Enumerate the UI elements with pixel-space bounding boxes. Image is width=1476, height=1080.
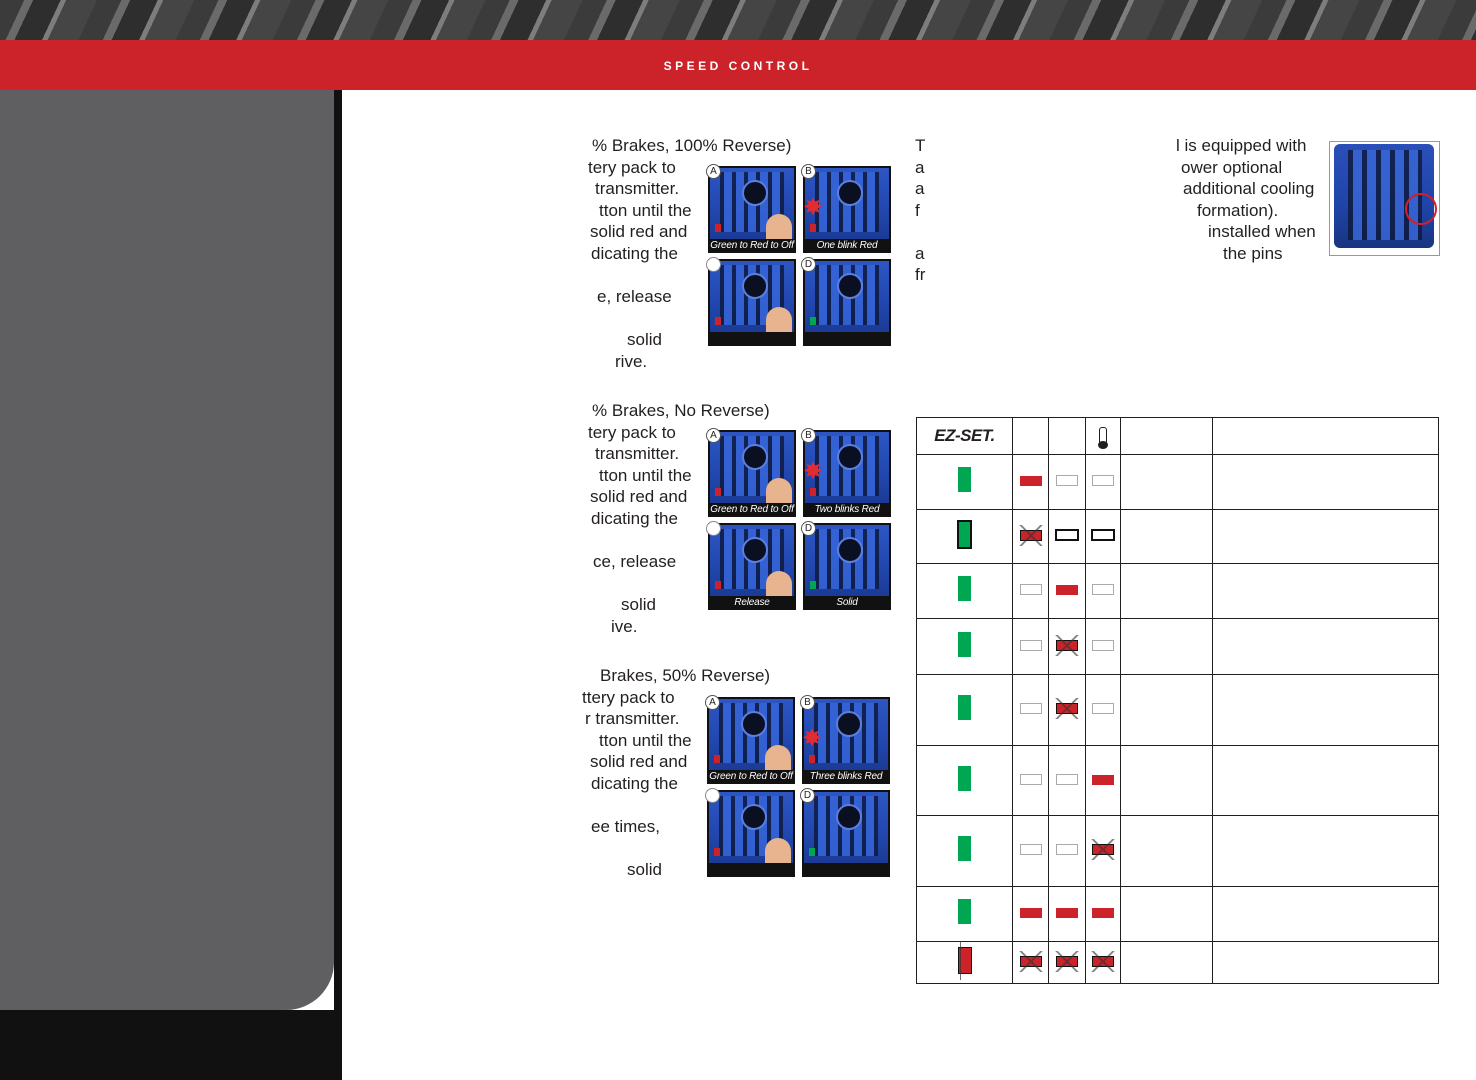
text-line: solid <box>621 595 656 614</box>
text-fragment: T <box>915 136 926 155</box>
green-led-icon <box>958 836 971 861</box>
text-line: formation). <box>1197 201 1279 220</box>
table-row <box>917 942 1439 984</box>
text-line: tton until the <box>599 466 692 485</box>
red-blink-led-icon <box>1056 640 1078 651</box>
ez-set-logo: EZ-SET. <box>917 418 1013 455</box>
text-fragment: a <box>915 179 925 198</box>
text-fragment: a <box>915 158 925 177</box>
off-blink-led-icon <box>1055 529 1079 541</box>
step-image-b <box>803 430 891 517</box>
text-line: ttery pack to <box>582 688 675 707</box>
text-line: solid red and <box>590 222 688 241</box>
step-image-c <box>708 523 796 610</box>
green-led-icon <box>958 632 971 657</box>
red-led-icon <box>1056 908 1078 918</box>
off-led-icon <box>1020 774 1042 785</box>
text-line: tton until the <box>599 731 692 750</box>
off-led-icon <box>1092 703 1114 714</box>
badge-d: D <box>801 257 816 272</box>
badge-b: B <box>801 428 816 443</box>
table-row <box>917 455 1439 510</box>
off-led-icon <box>1020 584 1042 595</box>
text-line: e, release <box>597 287 672 306</box>
ez-set-led-table <box>916 417 1439 984</box>
table-row <box>917 887 1439 942</box>
highlight-circle <box>1405 193 1437 225</box>
step-image-d <box>802 790 890 877</box>
table-row <box>917 816 1439 887</box>
off-blink-led-icon <box>1091 529 1115 541</box>
step-caption: Solid <box>803 596 891 610</box>
text-line: ower optional <box>1181 158 1283 177</box>
section2-heading: % Brakes, No Reverse) <box>592 401 770 420</box>
red-blink-led-icon <box>1056 703 1078 714</box>
off-led-icon <box>1092 475 1114 486</box>
red-led-icon <box>1092 908 1114 918</box>
off-led-icon <box>1092 584 1114 595</box>
step-image-c <box>708 259 796 346</box>
off-led-icon <box>1056 475 1078 486</box>
step-caption: Green to Red to Off <box>708 239 796 253</box>
step-image-a <box>708 430 796 517</box>
table-row <box>917 564 1439 619</box>
header-texture-band <box>0 0 1476 40</box>
step-caption <box>707 863 795 877</box>
badge-c <box>705 788 720 803</box>
green-led-icon <box>958 766 971 791</box>
text-line: rive. <box>615 352 648 371</box>
off-led-icon <box>1020 640 1042 651</box>
step-image-d <box>803 523 891 610</box>
table-row <box>917 746 1439 816</box>
red-blink-led-icon <box>958 947 972 974</box>
blink-star-icon: ✸ <box>803 458 824 485</box>
red-led-icon <box>1092 775 1114 785</box>
red-led-icon <box>1056 585 1078 595</box>
text-line: tery pack to <box>588 158 676 177</box>
badge-b: B <box>801 164 816 179</box>
text-line: transmitter. <box>595 179 680 198</box>
table-row <box>917 619 1439 675</box>
text-line: dicating the <box>591 244 678 263</box>
section1-heading: % Brakes, 100% Reverse) <box>592 136 792 155</box>
badge-d: D <box>801 521 816 536</box>
badge-a: A <box>706 164 721 179</box>
text-line: ee times, <box>591 817 660 836</box>
red-blink-led-icon <box>1092 844 1114 855</box>
step-caption: Two blinks Red <box>803 503 891 517</box>
green-blink-led-icon <box>957 520 972 549</box>
text-line: the pins <box>1223 244 1283 263</box>
text-line: additional cooling <box>1183 179 1315 198</box>
table-row <box>917 675 1439 746</box>
step-image-b <box>802 697 890 784</box>
step-caption: Green to Red to Off <box>708 503 796 517</box>
badge-d: D <box>800 788 815 803</box>
text-line: tery pack to <box>588 423 676 442</box>
text-line: solid <box>627 860 662 879</box>
text-line: solid red and <box>590 752 688 771</box>
badge-a: A <box>706 428 721 443</box>
red-blink-led-icon <box>1020 956 1042 967</box>
blink-star-icon: ✸ <box>802 725 823 752</box>
section-header-bar <box>0 40 1476 90</box>
green-led-icon <box>958 576 971 601</box>
text-line: dicating the <box>591 774 678 793</box>
step-image-b <box>803 166 891 253</box>
sidebar-panel <box>0 90 334 1010</box>
green-led-icon <box>958 899 971 924</box>
text-line: r transmitter. <box>585 709 680 728</box>
off-led-icon <box>1020 844 1042 855</box>
step-caption <box>803 332 891 346</box>
step-caption: One blink Red <box>803 239 891 253</box>
badge-b: B <box>800 695 815 710</box>
blink-star-icon: ✸ <box>803 194 824 221</box>
text-line: dicating the <box>591 509 678 528</box>
step-image-a <box>708 166 796 253</box>
step-image-d <box>803 259 891 346</box>
badge-c <box>706 521 721 536</box>
text-fragment: a <box>915 244 925 263</box>
green-led-icon <box>958 467 971 492</box>
text-line: ive. <box>611 617 638 636</box>
red-blink-led-icon <box>1020 530 1042 541</box>
step-caption: Three blinks Red <box>802 770 890 784</box>
text-line: ce, release <box>593 552 677 571</box>
off-led-icon <box>1092 640 1114 651</box>
step-caption <box>708 332 796 346</box>
speed-control-photo <box>1329 141 1440 256</box>
off-led-icon <box>1056 844 1078 855</box>
text-line: l is equipped with <box>1176 136 1307 155</box>
text-line: solid <box>627 330 662 349</box>
red-led-icon <box>1020 476 1042 486</box>
text-line: transmitter. <box>595 444 680 463</box>
badge-c <box>706 257 721 272</box>
section-title: SPEED CONTROL <box>663 59 813 73</box>
step-caption: Release <box>708 596 796 610</box>
table-header-row <box>917 418 1439 455</box>
off-led-icon <box>1056 774 1078 785</box>
red-led-icon <box>1020 908 1042 918</box>
sidebar-divider <box>334 90 342 1080</box>
footer-block <box>0 1010 342 1080</box>
step-image-a <box>707 697 795 784</box>
green-led-icon <box>958 695 971 720</box>
step-caption: Green to Red to Off <box>707 770 795 784</box>
text-line: installed when <box>1208 222 1316 241</box>
red-blink-led-icon <box>1056 956 1078 967</box>
step-caption <box>802 863 890 877</box>
text-line: solid red and <box>590 487 688 506</box>
text-fragment: fr <box>915 265 926 284</box>
text-fragment: f <box>915 201 920 220</box>
red-blink-led-icon <box>1092 956 1114 967</box>
table-row <box>917 510 1439 564</box>
badge-a: A <box>705 695 720 710</box>
thermometer-icon <box>1086 418 1121 455</box>
text-line: tton until the <box>599 201 692 220</box>
step-image-c <box>707 790 795 877</box>
section3-heading: Brakes, 50% Reverse) <box>600 666 771 685</box>
off-led-icon <box>1020 703 1042 714</box>
